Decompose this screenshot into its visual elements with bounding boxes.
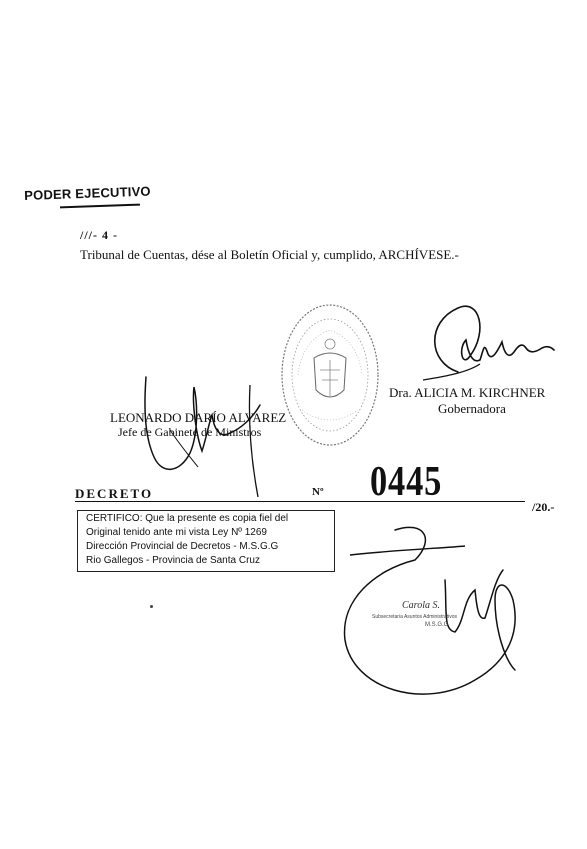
decreto-year: /20.- — [532, 500, 555, 514]
body-text: Tribunal de Cuentas, dése al Boletín Oficial y, cumplido, ARCHÍVESE.- — [80, 247, 459, 262]
document-header: PODER EJECUTIVO — [24, 183, 151, 203]
speck — [150, 605, 153, 608]
decreto-rule — [75, 501, 525, 502]
stamp-role: Subsecretaria Asuntos Administrativos — [372, 614, 458, 620]
decreto-label: DECRETO — [75, 486, 154, 501]
stamp-dept: M.S.G.G — [425, 622, 449, 628]
governor-name: Dra. ALICIA M. KIRCHNER — [389, 385, 546, 400]
decreto-no-label: Nº — [312, 486, 324, 498]
minister-name: LEONARDO DARÍO ALVAREZ — [110, 410, 287, 425]
header-underline — [60, 204, 140, 209]
official-seal-icon — [278, 300, 382, 450]
minister-title: Jefe de Gabinete de Ministros — [118, 425, 262, 439]
certification-line: Rio Gallegos - Provincia de Santa Cruz — [86, 555, 260, 566]
certification-line: Original tenido ante mi vista Ley Nº 1269 — [86, 527, 267, 538]
decreto-number: 0445 — [370, 459, 443, 505]
page-number: ///- 4 - — [80, 228, 118, 242]
stamp-name: Carola S. — [402, 600, 440, 611]
certification-stamp — [77, 510, 335, 572]
governor-title: Gobernadora — [438, 401, 506, 416]
signature-subsecretary-icon — [335, 520, 535, 705]
signature-governor-icon — [418, 302, 558, 384]
certification-line: Dirección Provincial de Decretos - M.S.G.G — [86, 541, 279, 552]
certification-line: CERTIFICO: Que la presente es copia fiel del — [86, 513, 289, 524]
